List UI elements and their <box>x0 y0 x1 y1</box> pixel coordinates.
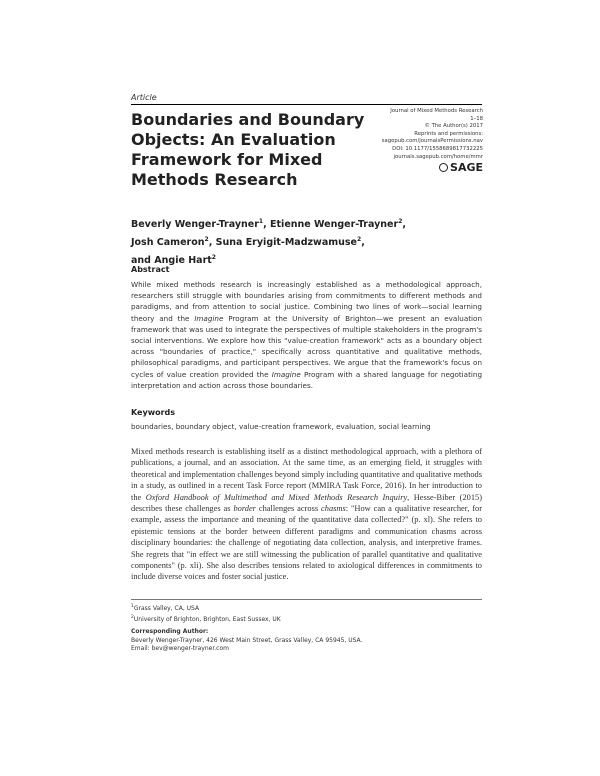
affiliation-text: Grass Valley, CA, USA <box>133 605 200 612</box>
reprints-url[interactable]: sagepub.com/journalsPermissions.nav <box>381 138 483 145</box>
abstract-heading: Abstract <box>131 265 170 274</box>
sage-circle-icon <box>439 163 448 172</box>
footnote-rule <box>131 599 482 600</box>
author-name: , Suna Eryigit-Madzwamuse <box>208 237 357 249</box>
corresponding-address: Beverly Wenger-Trayner, 426 West Main Street, Grass Valley, CA 95945, USA. <box>131 636 363 644</box>
body-text: : "How can a qualitative researcher, for example, assess the importance and meaning of the quantitative data collected?" (p. xl). She refers to epistemic tensions at the border between different paradigms and communication chasms across disciplinary boundaries: the challenge of negotiating data collection, analysis, and interpretive frames. She regrets that "in effect we are still witnessing the publication of parallel quantitative and qualitative components" (p. xli). She also describes tensions related to axiological differences in commitments to include diverse voices and foster social justice. <box>131 504 482 582</box>
author-name: Josh Cameron <box>131 237 205 249</box>
author-separator: , <box>361 237 365 249</box>
book-title: Oxford Handbook of Multimethod and Mixed Methods Research Inquiry <box>145 492 408 502</box>
reprints-label: Reprints and permissions: <box>414 130 483 137</box>
journal-url[interactable]: journals.sagepub.com/home/mmr <box>393 153 483 160</box>
author-line-2 <box>131 232 451 250</box>
author-separator: , <box>402 219 406 231</box>
body-text: , Hesse-Biber (2015) describes these challenges as <box>131 492 482 514</box>
abstract-text-part: Program at the University of Brighton—we present an evaluation framework that was used to integrate the perspectives of multiple stakeholders in the program's social interventions. We explore how this "value-creation framework" acts as a boundary object across "boundaries of practice," specifically across quantitative and qualitative methods, philosophical paradigms, and participant perspectives. We argue that the framework's focus on cycles of value creation provided the <box>131 313 483 379</box>
copyright-line: © The Author(s) 2017 <box>424 123 483 130</box>
corresponding-author-heading: Corresponding Author: <box>131 628 209 635</box>
keywords-heading: Keywords <box>131 408 176 417</box>
body-text: Mixed methods research is establishing itself as a distinct methodological approach, with a plethora of publications, a journal, and an association. At the same time, as an emerging field, it struggles with theoretical and implementation challenges beyond simply including quantitative and qualitative methods in a study, as outlined in a recent Task Force report (MMIRA Task Force, 2016). In her introduction to the <box>131 447 482 502</box>
program-name: Imagine <box>194 313 224 323</box>
body-paragraph <box>131 446 482 583</box>
body-text: challenges across <box>255 504 322 514</box>
author-line-3 <box>131 250 451 268</box>
affiliation-marker: 1 <box>131 604 134 609</box>
publisher-name: SAGE <box>450 161 483 174</box>
affiliation-marker: 2 <box>204 236 209 244</box>
affiliation-2 <box>131 614 482 625</box>
affiliation-marker: 2 <box>211 254 216 262</box>
abstract-text-part: Program with a shared language for negotiating interpretation and action across those boundaries. <box>131 369 483 390</box>
author-name: , Etienne Wenger-Trayner <box>263 219 399 231</box>
author-name: and Angie Hart <box>131 255 212 267</box>
program-name: Imagine <box>271 369 301 379</box>
affiliation-marker: 1 <box>258 218 264 225</box>
article-title: Boundaries and Boundary Objects: An Evaluation Framework for Mixed Methods Research <box>131 110 365 189</box>
affiliations <box>131 603 482 624</box>
journal-meta <box>323 108 483 161</box>
journal-name: Journal of Mixed Methods Research <box>390 108 483 114</box>
abstract-text-part: While mixed methods research is increasingly established as a methodological approach, researchers still struggle with boundaries arising from commitments to different methods and paradigms, and from attention to social justice. Combining two lines of work—social learning theory and the <box>131 280 482 323</box>
journal-pages: 1–18 <box>470 115 483 122</box>
corresponding-email[interactable]: Email: bev@wenger-trayner.com <box>131 645 229 653</box>
author-name: Beverly Wenger-Trayner <box>131 219 259 231</box>
affiliation-1 <box>131 603 482 614</box>
corresponding-author <box>131 628 482 654</box>
affiliation-marker: 2 <box>398 218 403 225</box>
affiliation-marker: 2 <box>357 236 362 244</box>
doi[interactable]: DOI: 10.1177/1558689817732225 <box>392 145 483 152</box>
header-rule <box>131 104 482 105</box>
affiliation-marker: 2 <box>131 614 134 620</box>
author-list <box>131 214 451 268</box>
emphasis-term: chasms <box>321 504 346 514</box>
publisher-logo <box>439 161 483 174</box>
abstract-text <box>131 279 482 391</box>
keywords-list: boundaries, boundary object, value-creation framework, evaluation, social learning <box>131 422 431 431</box>
affiliation-text: University of Brighton, Brighton, East Sussex, UK <box>133 615 281 623</box>
emphasis-term: border <box>233 504 256 514</box>
article-type-label: Article <box>131 93 157 102</box>
author-line-1 <box>131 214 451 232</box>
